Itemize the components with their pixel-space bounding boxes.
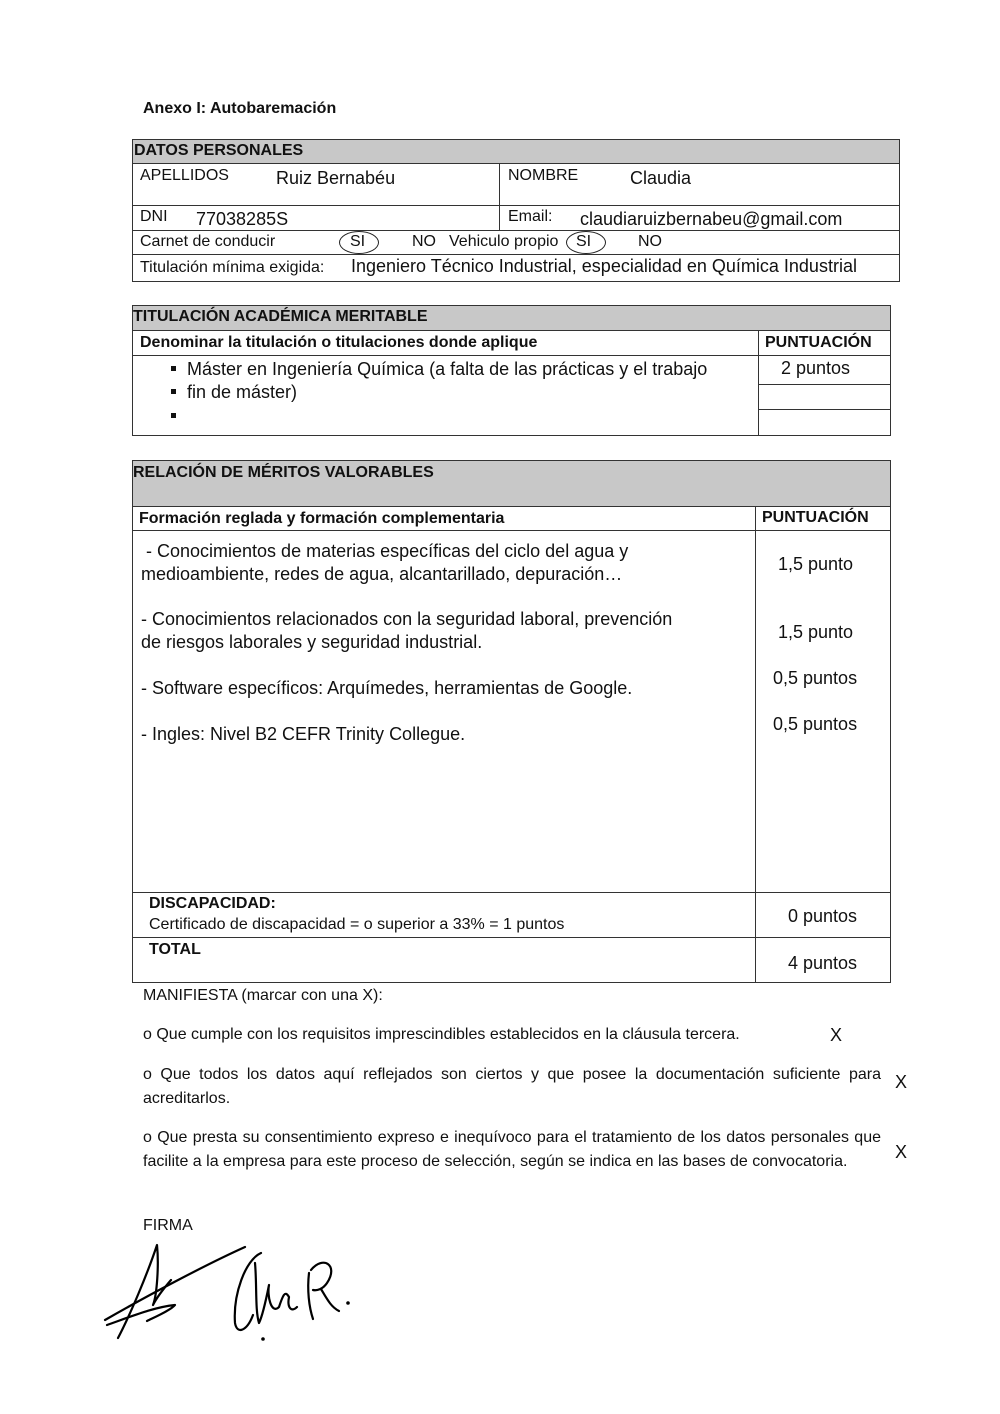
- merits-col-label: Formación reglada y formación complementaria: [139, 510, 505, 527]
- merit-item-4[interactable]: - Ingles: Nivel B2 CEFR Trinity Collegue.: [141, 724, 466, 744]
- merit-item-2-line1[interactable]: - Conocimientos relacionados con la seguridad laboral, prevención: [141, 609, 673, 629]
- dni-value[interactable]: 77038285S: [196, 209, 289, 229]
- academic-col-label: Denominar la titulación o titulaciones donde aplique: [140, 334, 538, 351]
- bullet-icon: [171, 366, 176, 371]
- merit-item-4-score[interactable]: 0,5 puntos: [773, 714, 858, 734]
- manifiesta-item-2: o Que todos los datos aquí reflejados son ciertos y que posee la documentación suficiente para acreditarlos.: [143, 1066, 881, 1107]
- apellidos-value[interactable]: Ruiz Bernabéu: [276, 168, 396, 188]
- merit-item-2-line2[interactable]: de riesgos laborales y seguridad industrial.: [141, 632, 483, 652]
- titulacion-label: Titulación mínima exigida:: [140, 259, 325, 276]
- manifiesta-item-2-mark[interactable]: X: [895, 1072, 908, 1092]
- manifiesta-item-3: o Que presta su consentimiento expreso e inequívoco para el tratamiento de los datos personales que facilite a la empresa para este proceso de selección, según se indica en las bases de convocatoria.: [143, 1129, 881, 1170]
- carnet-label: Carnet de conducir: [140, 233, 276, 250]
- disability-title: DISCAPACIDAD:: [149, 895, 276, 912]
- carnet-no[interactable]: NO: [412, 233, 436, 250]
- manifiesta-item-1-mark[interactable]: X: [830, 1025, 843, 1045]
- academic-item-line1[interactable]: Máster en Ingeniería Química (a falta de las prácticas y el trabajo: [187, 359, 708, 379]
- academic-item-score[interactable]: 2 puntos: [781, 358, 851, 378]
- academic-col-score: PUNTUACIÓN: [765, 334, 872, 351]
- vehiculo-label: Vehiculo propio: [449, 233, 559, 250]
- merit-item-1-line1[interactable]: - Conocimientos de materias específicas del ciclo del agua y: [141, 541, 629, 561]
- disability-score[interactable]: 0 puntos: [788, 906, 858, 926]
- signature-image: [95, 1235, 365, 1350]
- manifiesta-title: MANIFIESTA (marcar con una X):: [143, 987, 383, 1004]
- merit-item-2-score[interactable]: 1,5 punto: [778, 622, 854, 642]
- merit-item-3[interactable]: - Software específicos: Arquímedes, herramientas de Google.: [141, 678, 633, 698]
- academic-item-line2[interactable]: fin de máster): [187, 382, 298, 402]
- email-label: Email:: [508, 208, 553, 225]
- bullet-icon: [171, 389, 176, 394]
- email-value[interactable]: claudiaruizbernabeu@gmail.com: [580, 209, 843, 229]
- vehiculo-no[interactable]: NO: [638, 233, 662, 250]
- merit-item-1-score[interactable]: 1,5 punto: [778, 554, 854, 574]
- firma-label: FIRMA: [143, 1217, 193, 1234]
- titulacion-value[interactable]: Ingeniero Técnico Industrial, especialidad en Química Industrial: [351, 256, 857, 276]
- dni-label: DNI: [140, 208, 168, 225]
- disability-text: Certificado de discapacidad = o superior a 33% = 1 puntos: [149, 916, 565, 933]
- page-title: Anexo I: Autobaremación: [143, 100, 337, 117]
- merits-col-score: PUNTUACIÓN: [762, 509, 869, 526]
- carnet-si[interactable]: SI: [350, 233, 366, 250]
- total-score[interactable]: 4 puntos: [788, 953, 858, 973]
- nombre-label: NOMBRE: [508, 167, 579, 184]
- bullet-icon: [171, 413, 176, 418]
- manifiesta-item-3-mark[interactable]: X: [895, 1142, 908, 1162]
- merit-item-1-line2[interactable]: medioambiente, redes de agua, alcantarillado, depuración…: [141, 564, 623, 584]
- vehiculo-si[interactable]: SI: [576, 233, 592, 250]
- nombre-value[interactable]: Claudia: [630, 168, 692, 188]
- merits-header: RELACIÓN DE MÉRITOS VALORABLES: [133, 464, 434, 481]
- academic-header: TITULACIÓN ACADÉMICA MERITABLE: [133, 308, 428, 325]
- personal-data-header: DATOS PERSONALES: [134, 142, 304, 159]
- total-label: TOTAL: [149, 941, 201, 958]
- apellidos-label: APELLIDOS: [140, 167, 229, 184]
- merit-item-3-score[interactable]: 0,5 puntos: [773, 668, 858, 688]
- manifiesta-item-1: o Que cumple con los requisitos imprescindibles establecidos en la cláusula tercera.: [143, 1026, 740, 1043]
